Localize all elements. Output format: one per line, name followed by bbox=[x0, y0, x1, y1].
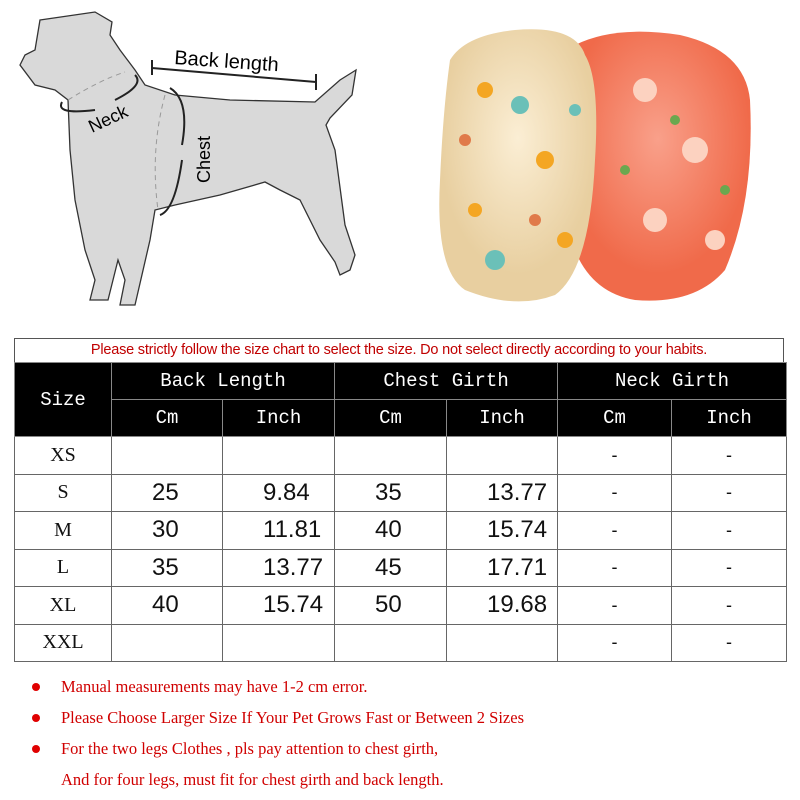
table-row bbox=[15, 437, 787, 475]
table-row bbox=[15, 587, 787, 625]
value-cell: 35 bbox=[112, 549, 223, 587]
value-cell: 9.84 bbox=[223, 474, 335, 512]
notes-list bbox=[30, 676, 790, 800]
unit-header: Cm bbox=[558, 400, 672, 437]
value-cell: 40 bbox=[112, 587, 223, 625]
value-cell bbox=[447, 437, 558, 475]
size-cell: XXL bbox=[15, 624, 112, 662]
value-cell bbox=[112, 437, 223, 475]
value-cell: - bbox=[672, 437, 787, 475]
value-cell bbox=[223, 624, 335, 662]
value-cell: 25 bbox=[112, 474, 223, 512]
table-row bbox=[15, 549, 787, 587]
value-cell: - bbox=[558, 549, 672, 587]
neck-label: Neck bbox=[85, 101, 131, 137]
note-item bbox=[30, 676, 790, 707]
size-cell: XL bbox=[15, 587, 112, 625]
value-cell bbox=[112, 624, 223, 662]
product-photo-shirts bbox=[425, 10, 765, 310]
value-cell: - bbox=[558, 437, 672, 475]
size-cell: L bbox=[15, 549, 112, 587]
table-row bbox=[15, 512, 787, 550]
bullet-icon bbox=[32, 714, 40, 722]
note-text: And for four legs, must fit for chest girth and back length. bbox=[61, 770, 444, 789]
value-cell: 13.77 bbox=[223, 549, 335, 587]
value-cell: 19.68 bbox=[447, 587, 558, 625]
value-cell: - bbox=[672, 512, 787, 550]
value-cell: - bbox=[558, 587, 672, 625]
size-header: Size bbox=[15, 363, 112, 437]
value-cell: - bbox=[672, 549, 787, 587]
value-cell: 15.74 bbox=[447, 512, 558, 550]
size-cell: S bbox=[15, 474, 112, 512]
size-table bbox=[14, 362, 787, 662]
table-row bbox=[15, 624, 787, 662]
unit-header: Cm bbox=[335, 400, 447, 437]
value-cell: - bbox=[558, 474, 672, 512]
bullet-icon bbox=[32, 683, 40, 691]
note-text: Please Choose Larger Size If Your Pet Grows Fast or Between 2 Sizes bbox=[61, 708, 524, 727]
value-cell: - bbox=[672, 474, 787, 512]
dog-measurement-diagram bbox=[0, 0, 400, 320]
chest-label: Chest bbox=[194, 135, 214, 183]
back-length-header: Back Length bbox=[112, 363, 335, 400]
note-item bbox=[30, 738, 790, 769]
size-notice: Please strictly follow the size chart to select the size. Do not select directly according to your habits. bbox=[14, 338, 784, 362]
value-cell: 40 bbox=[335, 512, 447, 550]
value-cell: - bbox=[672, 624, 787, 662]
note-item bbox=[30, 707, 790, 738]
value-cell bbox=[447, 624, 558, 662]
unit-header: Cm bbox=[112, 400, 223, 437]
value-cell: 50 bbox=[335, 587, 447, 625]
value-cell: 17.71 bbox=[447, 549, 558, 587]
value-cell: 11.81 bbox=[223, 512, 335, 550]
neck-girth-header: Neck Girth bbox=[558, 363, 787, 400]
value-cell: - bbox=[672, 587, 787, 625]
value-cell: 13.77 bbox=[447, 474, 558, 512]
note-text: For the two legs Clothes , pls pay attention to chest girth, bbox=[61, 739, 439, 758]
value-cell: - bbox=[558, 512, 672, 550]
unit-header: Inch bbox=[447, 400, 558, 437]
value-cell: 35 bbox=[335, 474, 447, 512]
back-length-label: Back length bbox=[173, 47, 280, 77]
value-cell: 45 bbox=[335, 549, 447, 587]
chest-girth-header: Chest Girth bbox=[335, 363, 558, 400]
size-cell: XS bbox=[15, 437, 112, 475]
unit-header: Inch bbox=[672, 400, 787, 437]
table-row bbox=[15, 474, 787, 512]
unit-header: Inch bbox=[223, 400, 335, 437]
note-item bbox=[30, 769, 790, 800]
value-cell: - bbox=[558, 624, 672, 662]
size-cell: M bbox=[15, 512, 112, 550]
note-text: Manual measurements may have 1-2 cm error. bbox=[61, 677, 368, 696]
value-cell bbox=[335, 437, 447, 475]
value-cell: 30 bbox=[112, 512, 223, 550]
bullet-icon bbox=[32, 745, 40, 753]
cream-shirt bbox=[439, 29, 596, 301]
value-cell bbox=[335, 624, 447, 662]
value-cell bbox=[223, 437, 335, 475]
value-cell: 15.74 bbox=[223, 587, 335, 625]
